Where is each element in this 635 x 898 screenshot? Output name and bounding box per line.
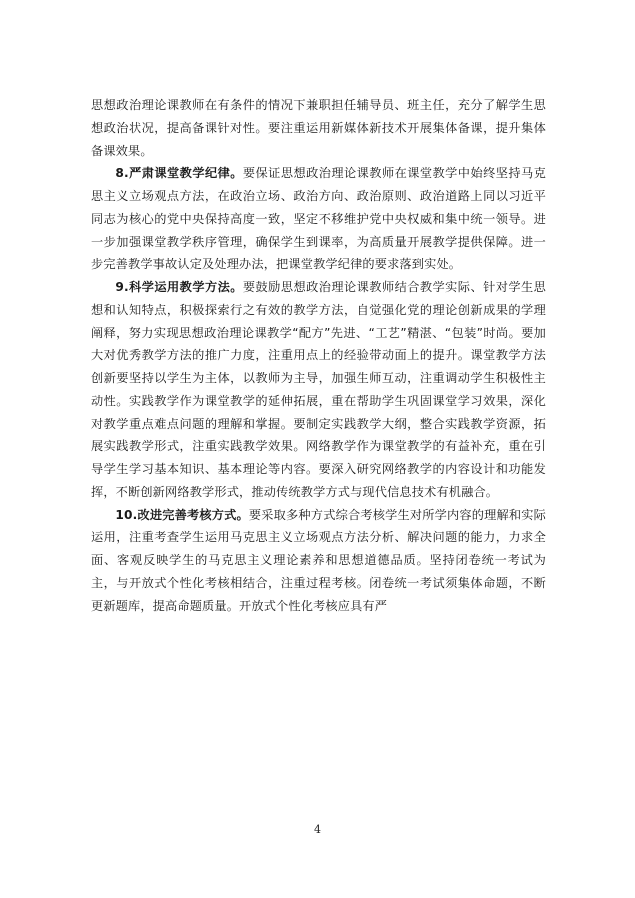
paragraph-teaching-methods	[91, 276, 546, 504]
section-heading: 9.科学运用教学方法。	[115, 280, 243, 294]
page-number: 4	[314, 823, 321, 836]
paragraph-continuation	[91, 94, 546, 162]
document-page	[91, 94, 546, 617]
paragraph-text: 要采取多种方式综合考核学生对所学内容的理解和实际运用，注重考查学生运用马克思主义立场观点方法分析、解决问题的能力，力求全面、客观反映学生的马克思主义理论素养和思想道德品质。坚持闭卷统一考试为主，与开放式个性化考核相结合，注重过程考核。闭卷统一考试须集体命题，不断更新题库，提高命题质量。开放式个性化考核应具有严	[91, 507, 546, 613]
section-heading: 8.严肃课堂教学纪律。	[115, 166, 243, 181]
paragraph-text: 要鼓励思想政治理论课教师结合教学实际、针对学生思想和认知特点，积极探索行之有效的教学方法，自觉强化党的理论创新成果的学理阐释，努力实现思想政治理论课教学“配方”先进、“工艺”精湛、“包装”时尚。要加大对优秀教学方法的推广力度，注重用点上的经验带动面上的提升。课堂教学方法创新要坚持以学生为主体，以教师为主导，加强生师互动，注重调动学生积极性主动性。实践教学作为课堂教学的延伸拓展，重在帮助学生巩固课堂学习效果，深化对教学重点难点问题的理解和掌握。要制定实践教学大纲，整合实践教学资源，拓展实践教学形式，注重实践教学效果。网络教学作为课堂教学的有益补充，重在引导学生学习基本知识、基本理论等内容。要深入研究网络教学的内容设计和功能发挥，不断创新网络教学形式，推动传统教学方式与现代信息技术有机融合。	[91, 280, 546, 499]
paragraph-text: 要保证思想政治理论课教师在课堂教学中始终坚持马克思主义立场观点方法，在政治立场、政治方向、政治原则、政治道路上同以习近平同志为核心的党中央保持高度一致，坚定不移维护党中央权威和集中统一领导。进一步加强课堂教学秩序管理，确保学生到课率，为高质量开展教学提供保障。进一步完善教学事故认定及处理办法，把课堂教学纪律的要求落到实处。	[91, 166, 546, 272]
section-heading: 10.改进完善考核方式。	[115, 507, 249, 522]
paragraph-classroom-discipline	[91, 162, 546, 276]
paragraph-assessment	[91, 504, 546, 618]
paragraph-text: 思想政治理论课教师在有条件的情况下兼职担任辅导员、班主任，充分了解学生思想政治状况，提高备课针对性。要注重运用新媒体新技术开展集体备课，提升集体备课效果。	[91, 98, 546, 158]
